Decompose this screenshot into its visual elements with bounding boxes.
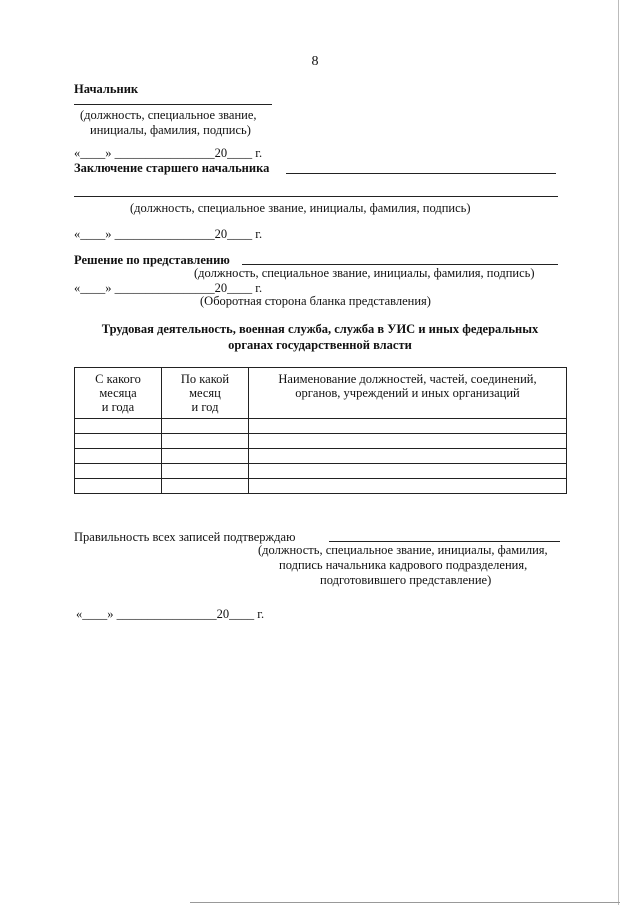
table-row [75,419,567,434]
table-row [75,479,567,494]
column-header-to-line-3: и год [191,400,219,414]
signature-hint-3: (должность, специальное звание, инициалы, фамилия, подпись) [194,266,535,280]
senior-conclusion-label: Заключение старшего начальника [74,161,270,175]
table-cell[interactable] [162,434,249,449]
table-cell[interactable] [162,419,249,434]
decision-label: Решение по представлению [74,253,230,267]
column-header-from-line-1: С какого [95,372,141,386]
section-title-line-1: Трудовая деятельность, военная служба, служба в УИС и иных федеральных [101,322,539,336]
column-header-to [162,368,249,419]
signature-hint-2: (должность, специальное звание, инициалы, фамилия, подпись) [130,201,471,215]
section-title-line-2: органах государственной власти [228,338,412,352]
column-header-to-line-1: По какой [180,372,230,386]
table-cell[interactable] [162,449,249,464]
table-cell[interactable] [249,449,567,464]
column-header-name-line-1: Наименование должностей, частей, соединений, [278,372,537,386]
table-cell[interactable] [249,419,567,434]
confirm-hint-3: подготовившего представление) [320,573,492,587]
page-edge-bottom [190,902,620,903]
table-cell[interactable] [162,464,249,479]
column-header-name [249,368,567,419]
chief-heading: Начальник [74,82,139,96]
signature-hint-1b: инициалы, фамилия, подпись) [90,123,251,137]
table-cell[interactable] [249,434,567,449]
table-cell[interactable] [249,464,567,479]
column-header-from-line-3: и года [101,400,135,414]
table-cell[interactable] [162,479,249,494]
table-cell[interactable] [249,479,567,494]
date-line-2[interactable]: «____» ________________20____ г. [74,227,263,241]
confirm-hint-2: подпись начальника кадрового подразделения, [279,558,528,572]
confirm-line[interactable] [329,541,560,542]
table-cell[interactable] [75,464,162,479]
confirm-label: Правильность всех записей подтверждаю [74,530,296,544]
date-line-3[interactable]: «____» ________________20____ г. [74,281,263,295]
column-header-name-line-2: органов, учреждений и иных организаций [295,386,520,400]
table-cell[interactable] [75,449,162,464]
table-row [75,449,567,464]
reverse-side-note: (Оборотная сторона бланка представления) [200,294,431,308]
table-row [75,464,567,479]
employment-history-table [74,367,567,494]
page-edge-right [618,0,619,905]
date-line-4[interactable]: «____» ________________20____ г. [76,607,265,621]
confirm-hint-1: (должность, специальное звание, инициалы, фамилия, [258,543,548,557]
senior-conclusion-line[interactable] [286,173,556,174]
chief-signature-line[interactable] [74,104,272,105]
table-cell[interactable] [75,479,162,494]
column-header-from [75,368,162,419]
table-cell[interactable] [75,434,162,449]
senior-conclusion-line-2[interactable] [74,196,558,197]
table-row [75,434,567,449]
column-header-from-line-2: месяца [99,386,137,400]
page-number: 8 [311,54,319,69]
column-header-to-line-2: месяц [189,386,221,400]
table-header-row [75,368,567,419]
date-line-1[interactable]: «____» ________________20____ г. [74,146,263,160]
signature-hint-1a: (должность, специальное звание, [80,108,257,122]
decision-line[interactable] [242,264,558,265]
table-cell[interactable] [75,419,162,434]
